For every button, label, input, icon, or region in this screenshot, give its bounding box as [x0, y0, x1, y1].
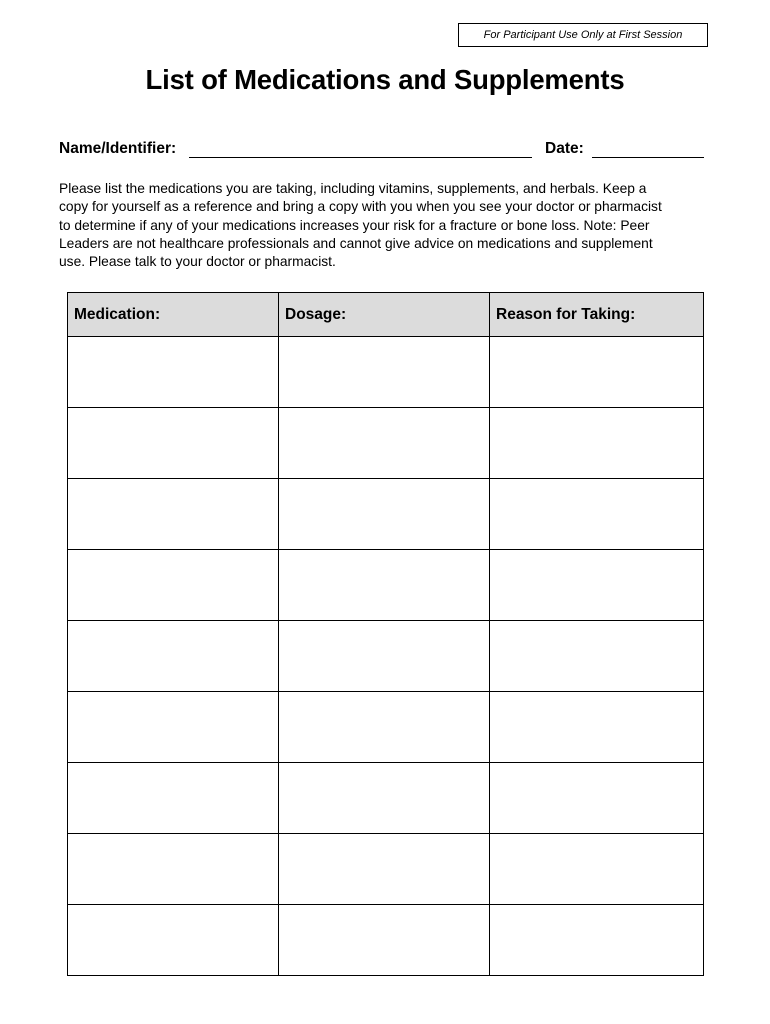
table-row [68, 479, 704, 550]
table-header-row [68, 293, 704, 337]
reason-column-header: Reason for Taking: [490, 293, 704, 337]
reason-cell[interactable] [490, 408, 704, 479]
medication-cell[interactable] [68, 905, 279, 976]
medication-cell[interactable] [68, 621, 279, 692]
instructions-paragraph [59, 180, 719, 271]
reason-cell[interactable] [490, 479, 704, 550]
medication-cell[interactable] [68, 408, 279, 479]
dosage-cell[interactable] [279, 337, 490, 408]
name-identifier-label: Name/Identifier: [59, 140, 177, 157]
medication-cell[interactable] [68, 692, 279, 763]
medication-cell[interactable] [68, 834, 279, 905]
table-row [68, 408, 704, 479]
table-row [68, 905, 704, 976]
medications-table [67, 292, 704, 976]
table-row [68, 763, 704, 834]
dosage-cell[interactable] [279, 408, 490, 479]
medication-cell[interactable] [68, 479, 279, 550]
reason-cell[interactable] [490, 834, 704, 905]
instructions-line: Leaders are not healthcare professionals and cannot give advice on medications and supplement [59, 235, 653, 251]
reason-cell[interactable] [490, 763, 704, 834]
instructions-line: to determine if any of your medications increases your risk for a fracture or bone loss. Note: Peer [59, 217, 650, 233]
table-row [68, 621, 704, 692]
participant-use-text: For Participant Use Only at First Session [483, 29, 683, 41]
table-row [68, 550, 704, 621]
instructions-line: Please list the medications you are taking, including vitamins, supplements, and herbals. Keep a [59, 181, 647, 196]
dosage-cell[interactable] [279, 763, 490, 834]
dosage-cell[interactable] [279, 621, 490, 692]
reason-cell[interactable] [490, 550, 704, 621]
table-row [68, 692, 704, 763]
medication-cell[interactable] [68, 550, 279, 621]
reason-cell[interactable] [490, 337, 704, 408]
dosage-cell[interactable] [279, 834, 490, 905]
dosage-cell[interactable] [279, 550, 490, 621]
table-row [68, 834, 704, 905]
table-row [68, 337, 704, 408]
dosage-column-header: Dosage: [279, 293, 490, 337]
reason-cell[interactable] [490, 621, 704, 692]
name-identifier-field[interactable] [189, 157, 532, 158]
instructions-line: copy for yourself as a reference and bring a copy with you when you see your doctor or pharmacist [59, 199, 662, 215]
medication-column-header: Medication: [68, 293, 279, 337]
participant-use-badge [458, 23, 708, 47]
date-field[interactable] [592, 157, 704, 158]
header-fields [59, 140, 719, 162]
dosage-cell[interactable] [279, 692, 490, 763]
page-title: List of Medications and Supplements [145, 64, 625, 95]
instructions-line: use. Please talk to your doctor or pharmacist. [59, 254, 336, 270]
medication-cell[interactable] [68, 337, 279, 408]
medication-cell[interactable] [68, 763, 279, 834]
date-label: Date: [545, 140, 584, 157]
reason-cell[interactable] [490, 905, 704, 976]
reason-cell[interactable] [490, 692, 704, 763]
dosage-cell[interactable] [279, 479, 490, 550]
table-body [68, 337, 704, 976]
dosage-cell[interactable] [279, 905, 490, 976]
